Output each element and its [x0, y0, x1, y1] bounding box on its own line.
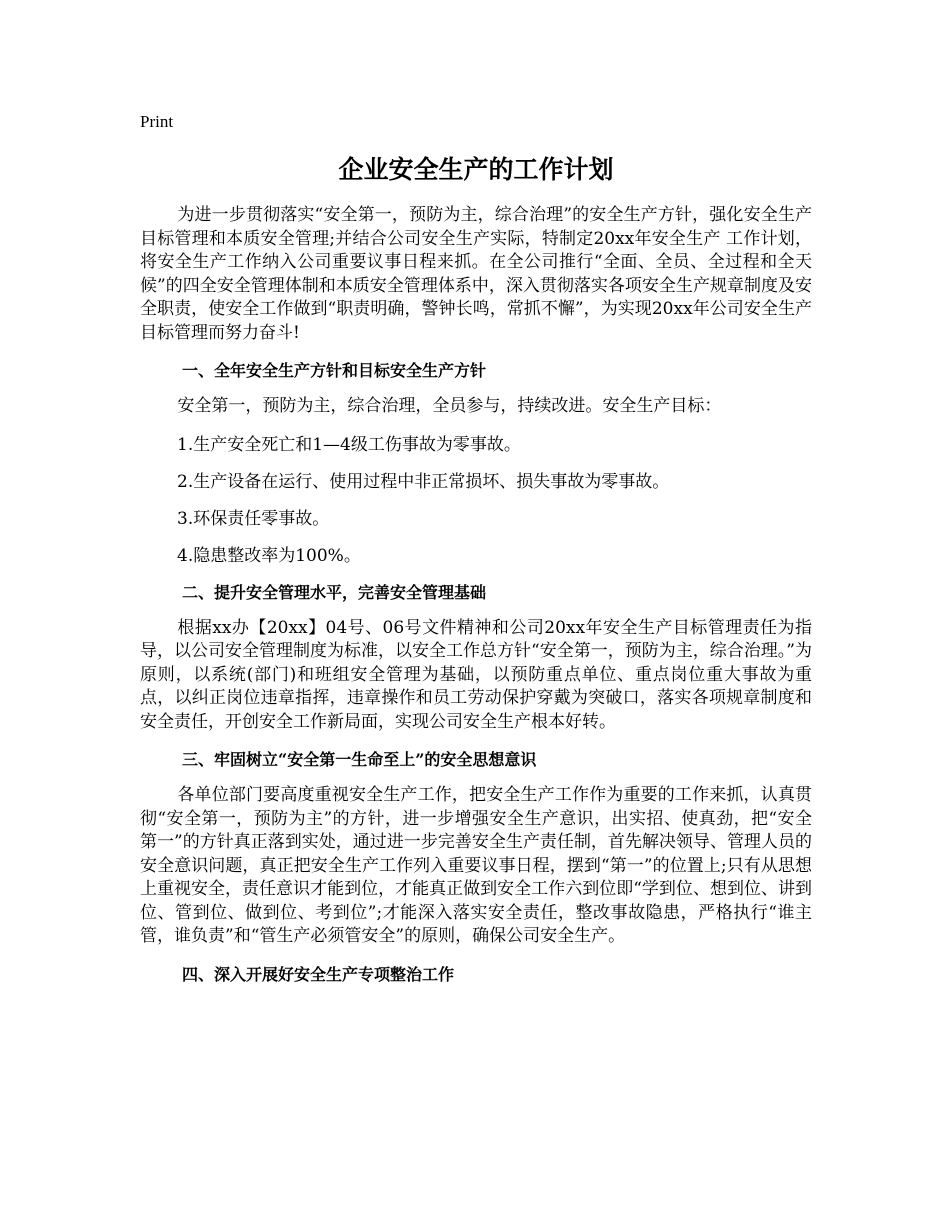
goal-item-1: 1.生产安全死亡和1—4级工伤事故为零事故。	[177, 434, 521, 455]
section-3-heading: 三、牢固树立“安全第一生命至上”的安全思想意识	[182, 750, 537, 769]
section-1-heading: 一、全年安全生产方针和目标安全生产方针	[182, 361, 487, 380]
section-3-text: 各单位部门要高度重视安全生产工作，把安全生产工作作为重要的工作来抓，认真贯彻“安全第一，预防为主”的方针，进一步增强安全生产意识，出实招、使真劲，把“安全第一”的方针真正落到实处，通过进一步完善安全生产责任制，首先解决领导、管理人员的安全意识问题，真正把安全生产工作列入重要议事日程，摆到“第一”的位置上;只有从思想上重视安全，责任意识才能到位，才能真正做到安全工作六到位即“学到位、想到位、讲到位、管到位、做到位、考到位”;才能深入落实安全责任，整改事故隐患，严格执行“谁主管，谁负责”和“管生产必须管安全”的原则，确保公司安全生产。	[140, 785, 812, 946]
section-2-text: 根据xx办【20xx】04号、06号文件精神和公司20xx年安全生产目标管理责任为指导，以公司安全管理制度为标准，以安全工作总方针“安全第一，预防为主，综合治理。”为原则，以系统(部门)和班组安全管理为基础，以预防重点单位、重点岗位重大事故为重点，以纠正岗位违章指挥，违章操作和员工劳动保护穿戴为突破口，落实各项规章制度和安全责任，开创安全工作新局面，实现公司安全生产根本好转。	[140, 617, 812, 732]
print-label: Print	[140, 112, 174, 131]
section-1-text: 安全第一，预防为主，综合治理，全员参与，持续改进。安全生产目标：	[177, 396, 722, 416]
document-title: 企业安全生产的工作计划	[338, 155, 614, 184]
goal-item-3: 3.环保责任零事故。	[177, 508, 330, 529]
section-4-heading: 四、深入开展好安全生产专项整治工作	[182, 964, 455, 984]
goal-item-2: 2.生产设备在运行、使用过程中非正常损坏、损失事故为零事故。	[177, 471, 670, 492]
document-page	[140, 110, 812, 999]
goal-item-4: 4.隐患整改率为100%。	[177, 545, 361, 566]
section-2-heading: 二、提升安全管理水平，完善安全管理基础	[182, 582, 487, 602]
intro-paragraph: 为进一步贯彻落实“安全第一，预防为主，综合治理”的安全生产方针，强化安全生产目标管理和本质安全管理;并结合公司安全生产实际，特制定20xx年安全生产 工作计划，将安全生产工作纳入公司重要议事日程来抓。在全公司推行“全面、全员、全过程和全天候”的四全安全管理体制和本质安全管理体系中，深入贯彻落实各项安全生产规章制度及安全职责，使安全工作做到“职责明确，警钟长鸣，常抓不懈”，为实现20xx年公司安全生产目标管理而努力奋斗!	[140, 205, 812, 343]
